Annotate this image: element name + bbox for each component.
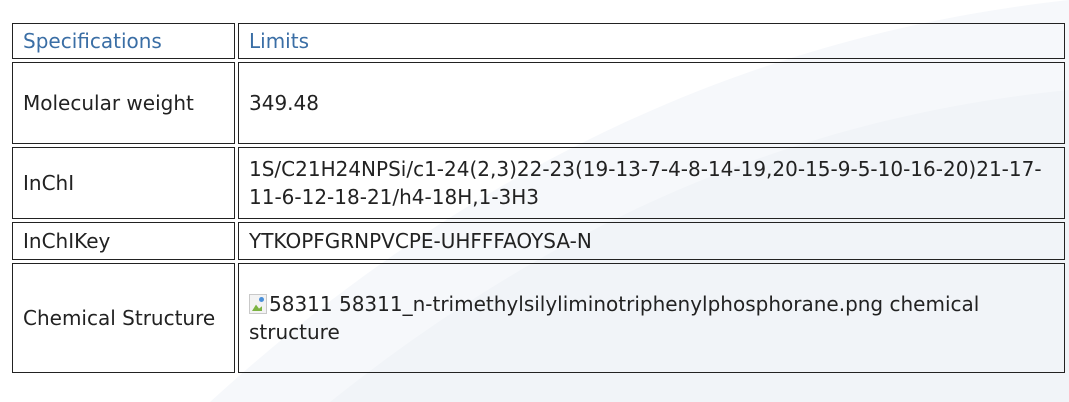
specifications-table	[9, 20, 1068, 376]
row-value: 1S/C21H24NPSi/c1-24(2,3)22-23(19-13-7-4-8-14-19,20-15-9-5-10-16-20)21-17-11-6-12-18-21/h4-18H,1-3H3	[238, 147, 1065, 219]
table-row-inchikey	[12, 222, 1065, 260]
row-value: 349.48	[238, 62, 1065, 144]
broken-image-icon	[249, 294, 267, 314]
table-header-row	[12, 23, 1065, 59]
table-row-molecular-weight	[12, 62, 1065, 144]
structure-image-alt-text: 58311 58311_n-trimethylsilyliminotriphenylphosphorane.png chemical structure	[249, 292, 980, 344]
row-value	[238, 263, 1065, 373]
header-limits: Limits	[238, 23, 1065, 59]
row-label: Molecular weight	[12, 62, 235, 144]
row-label: InChIKey	[12, 222, 235, 260]
row-value: YTKOPFGRNPVCPE-UHFFFAOYSA-N	[238, 222, 1065, 260]
row-label: Chemical Structure	[12, 263, 235, 373]
header-specifications: Specifications	[12, 23, 235, 59]
table-row-chemical-structure	[12, 263, 1065, 373]
table-row-inchi	[12, 147, 1065, 219]
row-label: InChI	[12, 147, 235, 219]
